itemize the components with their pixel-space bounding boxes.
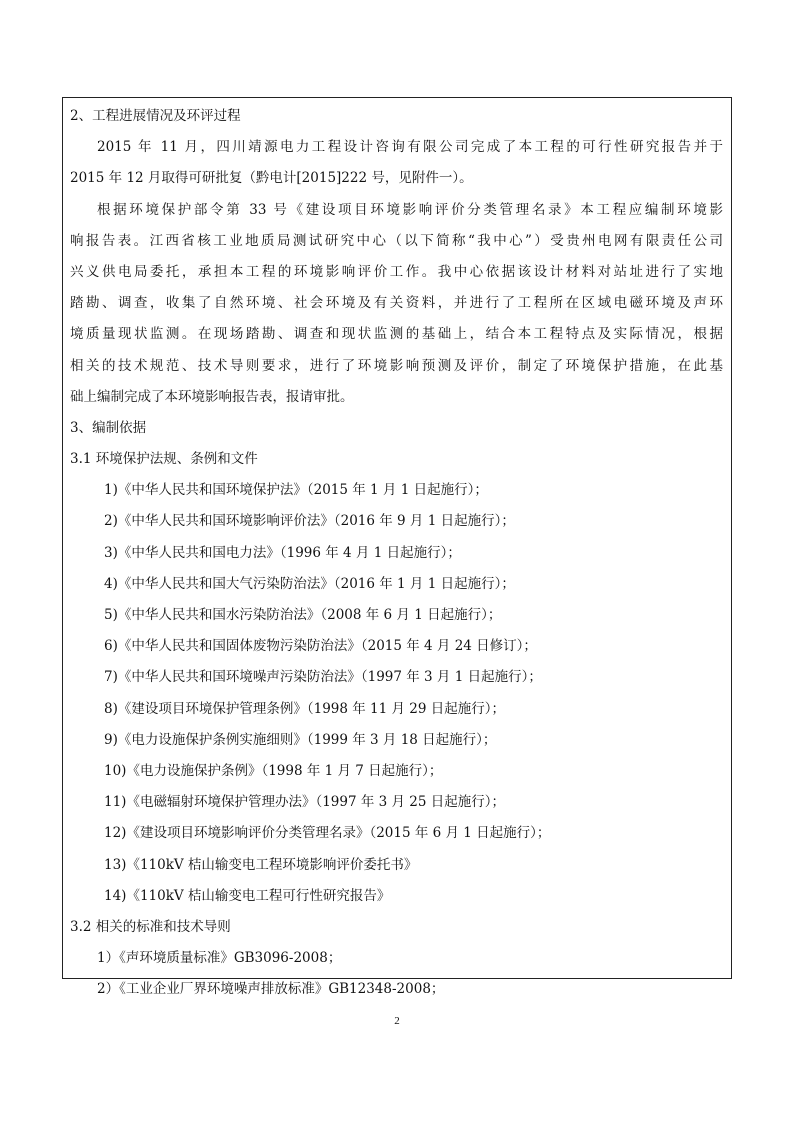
regulation-item: 11)《电磁辐射环境保护管理办法》（1997 年 3 月 25 日起施行）； (104, 794, 506, 811)
section2-heading: 2、工程进展情况及环评过程 (70, 108, 241, 124)
document-body (70, 101, 723, 1005)
regulation-item: 3)《中华人民共和国电力法》（1996 年 4 月 1 日起施行）； (104, 544, 461, 561)
regulation-item: 5)《中华人民共和国水污染防治法》（2008 年 6 月 1 日起施行）； (104, 607, 502, 623)
regulation-item: 14)《110kV 桔山输变电工程可行性研究报告》 (104, 887, 391, 904)
section2-p2-line7: 础上编制完成了本环境影响报告表，报请审批。 (70, 388, 354, 405)
page-number: 2 (394, 1015, 400, 1027)
regulation-item: 8)《建设项目环境保护管理条例》（1998 年 11 月 29 日起施行）； (104, 700, 506, 717)
section2-p1-line2: 2015 年 12 月取得可研批复（黔电计[2015]222 号，见附件一）。 (70, 170, 473, 187)
regulation-item: 1)《中华人民共和国环境保护法》（2015 年 1 月 1 日起施行）； (104, 482, 488, 499)
regulation-item: 13)《110kV 桔山输变电工程环境影响评价委托书》 (104, 856, 418, 873)
regulation-item: 9)《电力设施保护条例实施细则》（1999 年 3 月 18 日起施行）； (104, 731, 497, 748)
section2-p2-line6: 相关的技术规范、技术导则要求，进行了环境影响预测及评价，制定了环境保护措施，在此基 (70, 357, 723, 374)
section2-p2-line1: 根据环境保护部令第 33 号《建设项目环境影响评价分类管理名录》本工程应编制环境影 (97, 201, 723, 218)
standard-item: 1）《声环境质量标准》GB3096-2008； (97, 950, 342, 967)
regulation-item: 2)《中华人民共和国环境影响评价法》（2016 年 9 月 1 日起施行）； (104, 513, 515, 530)
regulation-item: 7)《中华人民共和国环境噪声污染防治法》（1997 年 3 月 1 日起施行）； (104, 669, 542, 686)
section2-p1-line1: 2015 年 11 月，四川靖源电力工程设计咨询有限公司完成了本工程的可行性研究报告并于 (97, 139, 723, 156)
section3-1-heading: 3.1 环境保护法规、条例和文件 (70, 451, 258, 468)
section2-p2-line3: 兴义供电局委托，承担本工程的环境影响评价工作。我中心依据该设计材料对站址进行了实地 (70, 263, 723, 280)
section2-p2-line2: 响报告表。江西省核工业地质局测试研究中心（以下简称“我中心”）受贵州电网有限责任公司 (70, 232, 723, 249)
section3-2-heading: 3.2 相关的标准和技术导则 (70, 918, 231, 935)
section2-p2-line5: 境质量现状监测。在现场踏勘、调查和现状监测的基础上，结合本工程特点及实际情况，根据 (70, 326, 723, 343)
standard-item: 2）《工业企业厂界环境噪声排放标准》GB12348-2008； (97, 981, 445, 998)
regulation-item: 12)《建设项目环境影响评价分类管理名录》（2015 年 6 月 1 日起施行）； (104, 825, 551, 842)
regulation-item: 4)《中华人民共和国大气污染防治法》（2016 年 1 月 1 日起施行）； (104, 575, 515, 592)
regulation-item: 10)《电力设施保护条例》（1998 年 1 月 7 日起施行）； (104, 762, 443, 779)
section2-p2-line4: 踏勘、调查，收集了自然环境、社会环境及有关资料，并进行了工程所在区域电磁环境及声环 (70, 295, 723, 312)
content-frame (62, 97, 732, 998)
regulation-item: 6)《中华人民共和国固体废物污染防治法》（2015 年 4 月 24 日修订）； (104, 638, 537, 655)
section3-heading: 3、编制依据 (70, 419, 147, 436)
